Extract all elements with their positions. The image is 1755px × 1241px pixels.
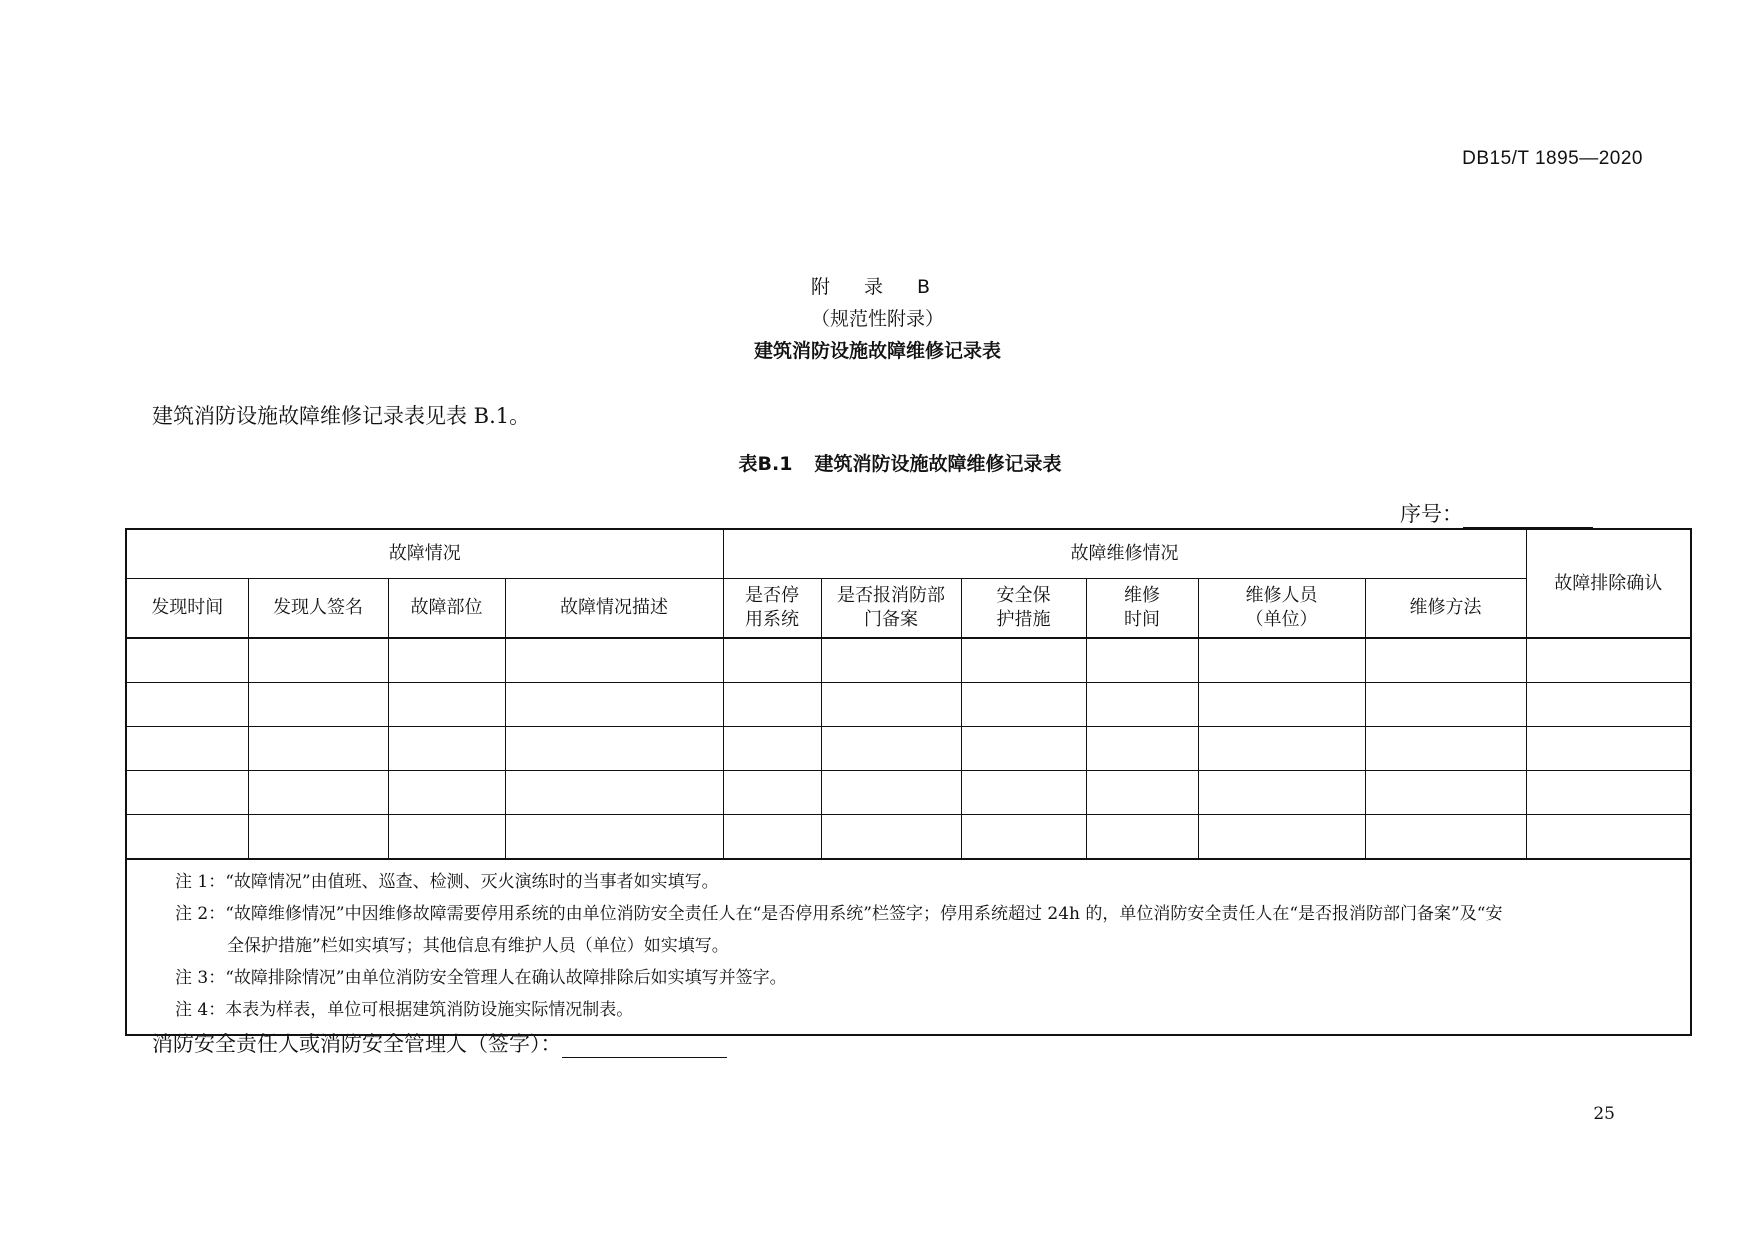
appendix-subtitle: （规范性附录） xyxy=(810,308,944,330)
table-cell[interactable] xyxy=(723,638,821,683)
table-cell[interactable] xyxy=(723,815,821,860)
table-cell[interactable] xyxy=(1365,771,1526,815)
table-cell[interactable] xyxy=(1526,683,1691,727)
table-cell[interactable] xyxy=(1365,815,1526,860)
table-cell[interactable] xyxy=(1526,815,1691,860)
table-cell[interactable] xyxy=(126,683,248,727)
table-cell[interactable] xyxy=(388,771,505,815)
note-1: 注 1：“故障情况”由值班、巡查、检测、灭火演练时的当事者如实填写。 xyxy=(175,872,719,892)
repair-record-table xyxy=(125,528,1692,1036)
serial-blank-line xyxy=(1463,505,1593,528)
page-number: 25 xyxy=(1593,1104,1615,1124)
table-cell[interactable] xyxy=(723,771,821,815)
table-cell[interactable] xyxy=(961,683,1086,727)
table-cell[interactable] xyxy=(1198,638,1365,683)
table-cell[interactable] xyxy=(248,771,388,815)
table-cell[interactable] xyxy=(1086,771,1198,815)
intro-paragraph: 建筑消防设施故障维修记录表见表 B.1。 xyxy=(152,404,531,428)
table-cell[interactable] xyxy=(1086,638,1198,683)
table-cell[interactable] xyxy=(1365,683,1526,727)
table-cell[interactable] xyxy=(1198,815,1365,860)
table-cell[interactable] xyxy=(1526,638,1691,683)
table-cell[interactable] xyxy=(505,771,723,815)
table-cell[interactable] xyxy=(723,683,821,727)
signature-field xyxy=(152,1028,727,1058)
table-cell[interactable] xyxy=(1365,727,1526,771)
table-cell[interactable] xyxy=(126,638,248,683)
table-cell[interactable] xyxy=(821,815,961,860)
table-cell[interactable] xyxy=(821,638,961,683)
column-header: 发现人签名 xyxy=(248,579,388,639)
table-cell[interactable] xyxy=(505,638,723,683)
table-cell[interactable] xyxy=(388,638,505,683)
note-4: 注 4：本表为样表，单位可根据建筑消防设施实际情况制表。 xyxy=(175,1000,634,1020)
table-row xyxy=(126,683,1691,727)
table-cell[interactable] xyxy=(388,815,505,860)
note-2-line-1: 注 2：“故障维修情况”中因维修故障需要停用系统的由单位消防安全责任人在“是否停用系统”栏签字；停用系统超过 24h 的，单位消防安全责任人在“是否报消防部门备案”及“安 xyxy=(175,904,1503,924)
table-cell[interactable] xyxy=(505,727,723,771)
table-cell[interactable] xyxy=(1086,727,1198,771)
column-header: 是否报消防部 门备案 xyxy=(821,579,961,639)
table-cell[interactable] xyxy=(1526,727,1691,771)
table-cell[interactable] xyxy=(248,815,388,860)
table-cell[interactable] xyxy=(1198,683,1365,727)
table-cell[interactable] xyxy=(821,727,961,771)
table-cell[interactable] xyxy=(1365,638,1526,683)
table-cell[interactable] xyxy=(961,815,1086,860)
table-cell[interactable] xyxy=(1198,771,1365,815)
table-row xyxy=(126,727,1691,771)
column-header: 是否停 用系统 xyxy=(723,579,821,639)
table-cell[interactable] xyxy=(388,727,505,771)
table-caption xyxy=(0,449,1755,476)
appendix-title: 附 录 B xyxy=(810,276,945,298)
column-header: 安全保 护措施 xyxy=(961,579,1086,639)
table-cell[interactable] xyxy=(126,815,248,860)
note-2 xyxy=(175,898,1680,962)
column-header: 维修方法 xyxy=(1365,579,1526,639)
table-cell[interactable] xyxy=(505,683,723,727)
table-cell[interactable] xyxy=(505,815,723,860)
table-cell[interactable] xyxy=(248,638,388,683)
notes-cell xyxy=(126,859,1691,1035)
column-header: 故障部位 xyxy=(388,579,505,639)
table-cell[interactable] xyxy=(388,683,505,727)
table-cell[interactable] xyxy=(821,771,961,815)
table-cell[interactable] xyxy=(1086,683,1198,727)
column-header: 发现时间 xyxy=(126,579,248,639)
table-cell[interactable] xyxy=(961,727,1086,771)
signature-label: 消防安全责任人或消防安全管理人（签字）： xyxy=(152,1032,562,1056)
table-cell[interactable] xyxy=(126,727,248,771)
serial-number-field xyxy=(1400,498,1593,528)
table-row xyxy=(126,638,1691,683)
table-number: 表B.1 xyxy=(738,453,793,475)
table-row xyxy=(126,771,1691,815)
note-3: 注 3：“故障排除情况”由单位消防安全管理人在确认故障排除后如实填写并签字。 xyxy=(175,968,787,988)
appendix-name: 建筑消防设施故障维修记录表 xyxy=(753,340,1001,362)
table-row xyxy=(126,815,1691,860)
note-2-line-2: 全保护措施”栏如实填写；其他信息有维护人员（单位）如实填写。 xyxy=(227,936,729,956)
group-header-confirm: 故障排除确认 xyxy=(1526,529,1691,638)
document-code: DB15/T 1895—2020 xyxy=(1462,148,1643,169)
table-cell[interactable] xyxy=(1198,727,1365,771)
table-cell[interactable] xyxy=(248,683,388,727)
group-header-repair: 故障维修情况 xyxy=(723,529,1526,579)
table-cell[interactable] xyxy=(1526,771,1691,815)
table-cell[interactable] xyxy=(126,771,248,815)
column-header: 维修人员 （单位） xyxy=(1198,579,1365,639)
table-cell[interactable] xyxy=(723,727,821,771)
table-cell[interactable] xyxy=(961,771,1086,815)
signature-blank-line xyxy=(562,1035,727,1058)
table-cell[interactable] xyxy=(248,727,388,771)
group-header-fault: 故障情况 xyxy=(126,529,723,579)
column-header: 维修 时间 xyxy=(1086,579,1198,639)
serial-label: 序号： xyxy=(1400,502,1463,526)
table-cell[interactable] xyxy=(1086,815,1198,860)
column-header: 故障情况描述 xyxy=(505,579,723,639)
table-title: 建筑消防设施故障维修记录表 xyxy=(814,453,1062,475)
table-cell[interactable] xyxy=(821,683,961,727)
table-cell[interactable] xyxy=(961,638,1086,683)
